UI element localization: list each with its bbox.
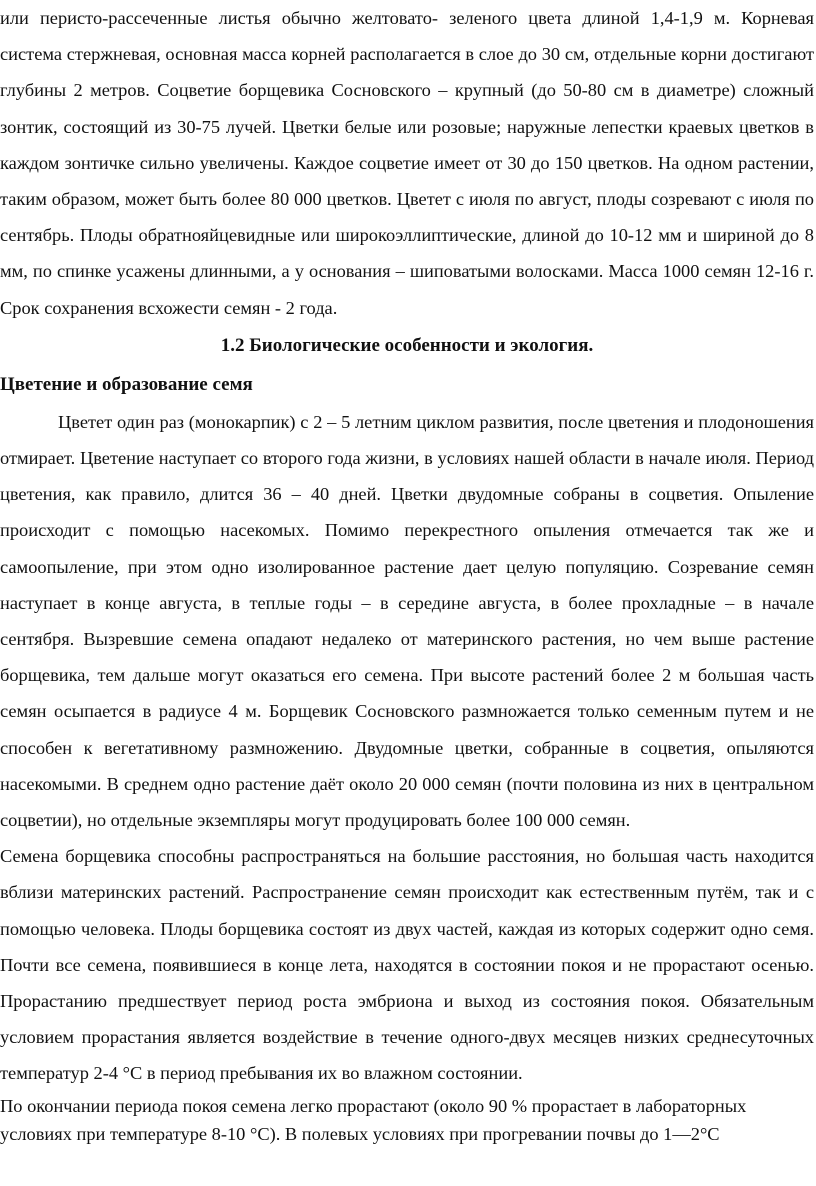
paragraph-seeds: Семена борщевика способны распространяться на большие расстояния, но большая часть находится вблизи материнских растений. Распространение семян происходит как естественным путём, так и с помощью человека. Плоды борщевика состоят из двух частей, каждая из которых содержит одно семя. Почти все семена, появившиеся в конце лета, находятся в состоянии покоя и не прорастают осенью. Прорастанию предшествует период роста эмбриона и выход из состояния покоя. Обязательным условием прорастания является воздействие в течение одного-двух месяцев низких среднесуточных температур 2-4 °С в период пребывания их во влажном состоянии. — [0, 846, 814, 1084]
paragraph-intro: или перисто-рассечeнные листья обычно желтовато- зелeного цвета длиной 1,4-1,9 м. Корневая система стержневая, основная масса корней располагается в слое до 30 см, отдельные корни достигают глубины 2 метров. Соцветие борщевика Сосновского – крупный (до 50-80 см в диаметре) сложный зонтик, состоящий из 30-75 лучей. Цветки белые или розовые; наружные лепестки краевых цветков в каждом зонтичке сильно увеличены. Каждое соцветие имеет от 30 до 150 цветков. На одном растении, таким образом, может быть более 80 000 цветков. Цветeт с июля по август, плоды созревают с июля по сентябрь. Плоды обратнояйцевидные или широкоэллиптические, длиной до 10-12 мм и шириной до 8 мм, по спинке усажены длинными, а у основания – шиповатыми волосками. Масса 1000 семян 12-16 г. Срок сохранения всхожести семян - 2 года. — [0, 8, 814, 318]
paragraph-flowering: Цветет один раз (монокарпик) с 2 – 5 летним циклом развития, после цветения и плодоношения отмирает. Цветение наступает со второго года жизни, в условиях нашей области в начале июля. Период цветения, как правило, длится 36 – 40 дней. Цветки двудомные собраны в соцветия. Опыление происходит с помощью насекомых. Помимо перекрестного опыления отмечается так же и самоопыление, при этом одно изолированное растение дает целую популяцию. Созревание семян наступает в конце августа, в теплые годы – в середине августа, в более прохладные – в начале сентября. Вызревшие семена опадают недалеко от материнского растения, но чем выше растение борщевика, тем дальше могут оказаться его семена. При высоте растений более 2 м большая часть семян осыпается в радиусе 4 м. Борщевик Сосновского размножается только семенным путем и не способен к вегетативному размножению. Двудомные цветки, собранные в соцветия, опыляются насекомыми. В среднем одно растение даёт около 20 000 семян (почти половина из них в центральном соцветии), но отдельные экземпляры могут продуцировать более 100 000 семян. — [0, 411, 814, 831]
section-heading: 1.2 Биологические особенности и экология. — [220, 334, 594, 356]
subsection-heading: Цветение и образование семя — [0, 373, 253, 395]
paragraph-germination: По окончании периода покоя семена легко прорастают (около 90 % прорастает в лабораторных условиях при температуре 8-10 °С). В полевых условиях при прогревании почвы до 1—2°С — [0, 1095, 747, 1144]
